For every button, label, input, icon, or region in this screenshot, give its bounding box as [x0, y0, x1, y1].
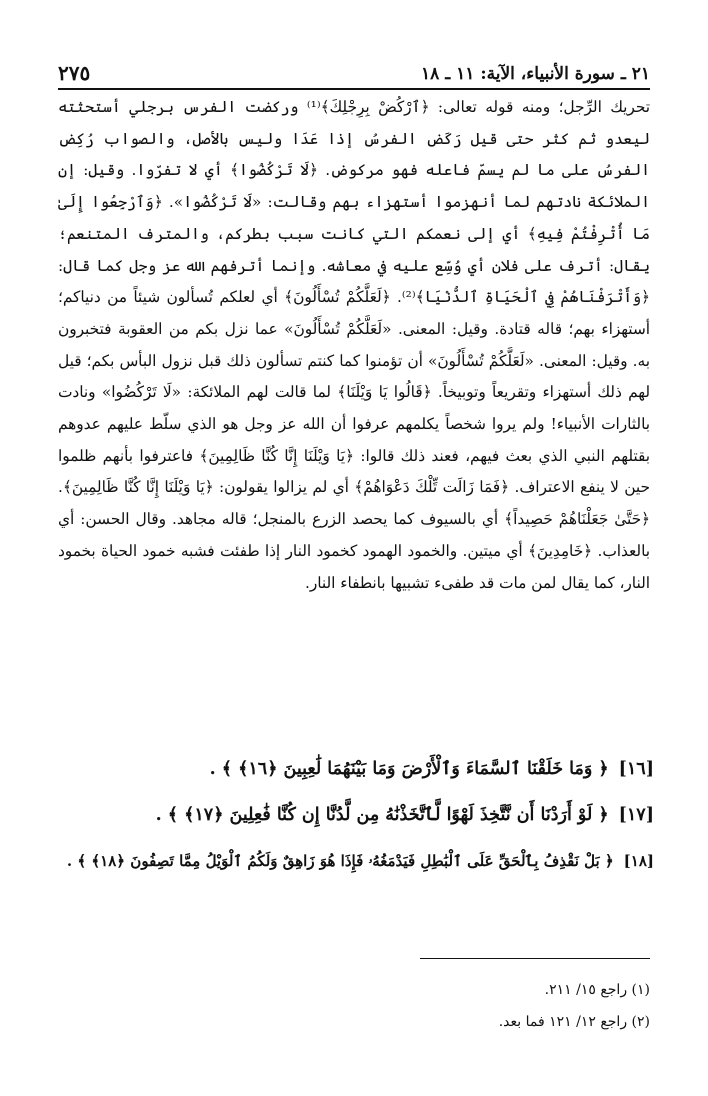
verse-number: [١٦]: [618, 759, 654, 779]
footnote-1: (١) راجع ١٥/ ٢١١.: [544, 982, 650, 998]
verse-number: [١٨]: [623, 852, 654, 870]
verse-17: [56, 792, 654, 838]
verse-16: [56, 746, 654, 792]
verses-block: [56, 746, 654, 884]
verse-text: ﴿ وَمَا خَلَقْنَا ٱلسَّمَاءَ وَٱلْأَرْضَ وَمَا بَيْنَهُمَا لَٰعِبِينَ ﴿١٦﴾ ﴾ .: [209, 759, 609, 779]
footnote-divider: [420, 958, 650, 959]
page-number: ٢٧٥: [58, 61, 91, 85]
running-head: [58, 54, 650, 90]
verse-number: [١٧]: [618, 805, 654, 825]
footnote-2: (٢) راجع ١٢/ ١٢١ فما بعد.: [498, 1014, 650, 1030]
commentary-text: [58, 92, 650, 599]
commentary-paragraph: تحريك الرِّجل؛ ومنه قوله تعالى: ﴿ٱرْكُضْ بِرِجْلِكَ﴾⁽¹⁾ وركضت الفرس برجلي أستحثته ليعدو ثم كثر حتى قيل رَكَض الفرسُ إذا عَدَا وليس بالأصل، والصواب رُكِض الفرسُ على ما لم يسمّ فاعله فهو مركوض. ﴿لَا تَرْكُضُوا﴾ أي لا تفرّوا. وقيل: إن الملائكة نادتهم لما أنهزموا أستهزاء بهم وقالت: «لَا تَرْكُضُوا». ﴿وَٱرْجِعُوا إِلَىٰ مَا أُتْرِفْتُمْ فِيهِ﴾ أي إلى نعمكم التي كانت سبب بطركم، والمترف المتنعم؛ يقال: أترف على فلان أي وُسِّع عليه في معاشه. وإنما أترفهم الله عز وجل كما قال: ﴿وَأَتْرَفْنَاهُمْ فِي ٱلْحَيَاةِ ٱلدُّنْيَا﴾⁽²⁾. ﴿لَعَلَّكُمْ تُسْأَلُونَ﴾ أي لعلكم تُسألون شيئاً من دنياكم؛ أستهزاء بهم؛ قاله قتادة. وقيل: المعنى. «لَعَلَّكُمْ تُسْأَلُونَ» عما نزل بكم من العقوبة فتخبرون به. وقيل: المعنى. «لَعَلَّكُمْ تُسْأَلُونَ» أن تؤمنوا كما كنتم تسألون ذلك قبل نزول البأس بكم؛ قيل لهم ذلك أستهزاء وتقريعاً وتوبيخاً. ﴿قَالُوا يَا وَيْلَنَا﴾ لما قالت لهم الملائكة: «لَا تَرْكُضُوا» ونادت بالثارات الأنبياء! ولم يروا شخصاً يكلمهم عرفوا أن الله عز وجل هو الذي سلّط عليهم عدوهم بقتلهم النبي الذي بعث فيهم، فعند ذلك قالوا: ﴿يَا وَيْلَنَا إِنَّا كُنَّا ظَالِمِينَ﴾ فاعترفوا بأنهم ظلموا حين لا ينفع الاعتراف. ﴿فَمَا زَالَت تِّلْكَ دَعْوَاهُمْ﴾ أي لم يزالوا يقولون: ﴿يَا وَيْلَنَا إِنَّا كُنَّا ظَالِمِينَ﴾. ﴿حَتَّىٰ جَعَلْنَاهُمْ حَصِيداً﴾ أي بالسيوف كما يحصد الزرع بالمنجل؛ قاله مجاهد. وقال الحسن: أي بالعذاب. ﴿خَامِدِينَ﴾ أي ميتين. والخمود الهمود كخمود النار إذا طفئت فشبه خمود الحياة بخمود النار، كما يقال لمن مات قد طفىء تشبيها بانطفاء النار.: [58, 98, 650, 592]
verse-18: [56, 838, 654, 884]
footnotes: [58, 974, 650, 1038]
verse-text: ﴿ بَلْ نَقْذِفُ بِٱلْحَقِّ عَلَى ٱلْبَٰطِلِ فَيَدْمَغُهُۥ فَإِذَا هُوَ زَاهِقٌ وَلَكُمُ ٱلْوَيْلُ مِمَّا تَصِفُونَ ﴿١٨﴾ ﴾ .: [66, 852, 614, 870]
verse-text: ﴿ لَوْ أَرَدْنَا أَن نَّتَّخِذَ لَهْوًا لَّٱتَّخَذْنَٰهُ مِن لَّدُنَّا إِن كُنَّا فَٰعِلِينَ ﴿١٧﴾ ﴾ .: [155, 805, 609, 825]
chapter-reference: ٢١ ـ سورة الأنبياء، الآية: ١١ ـ ١٨: [421, 64, 650, 84]
